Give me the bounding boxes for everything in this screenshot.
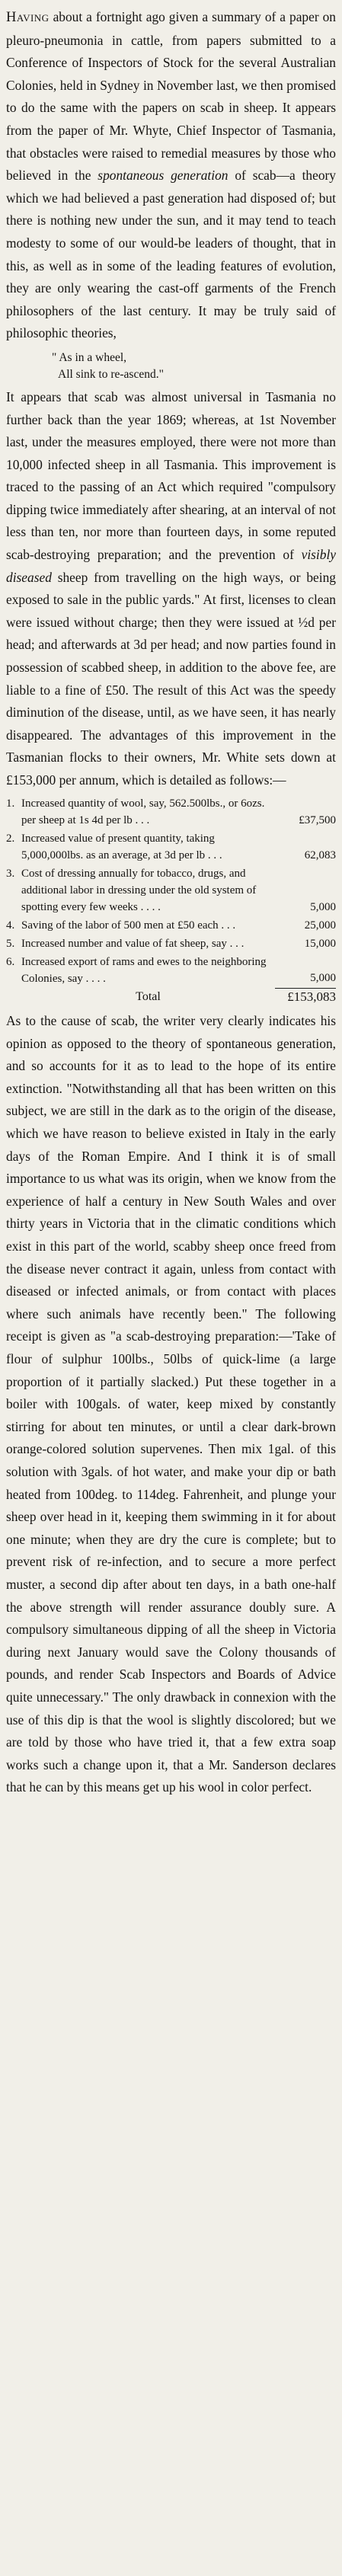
benefits-table-body	[6, 795, 336, 989]
benefit-amount: 25,000	[304, 919, 336, 932]
verse-line-1: " As in a wheel,	[52, 350, 127, 364]
benefit-number: 1.	[6, 797, 15, 810]
benefit-row	[6, 865, 336, 917]
total-amount: £153,083	[275, 989, 336, 1008]
article-body	[6, 6, 336, 1799]
benefit-description: Increased number and value of fat sheep, say . . .	[21, 937, 245, 950]
paragraph-tasmania-tail: sheep from travelling on the high ways, or being exposed to sale in the public yards." At first, licenses to clean were issued without charge; then they were issued at ½d per head; and afterwards at 3d per head; and now parties found in possession of scabbed sheep, in addition to the above fee, are liable to a fine of £50. The result of this Act was the speedy diminution of the disease, until, as we have seen, it has nearly disappeared. The advantages of this improvement in the Tasmanian flocks to their owners, Mr. White sets down at £153,000 per annum, which is detailed as follows:—	[6, 569, 336, 788]
benefit-amount: 5,000	[310, 972, 336, 985]
benefit-row	[6, 917, 336, 935]
verse-line-2: All sink to re-ascend."	[58, 367, 164, 381]
paragraph-intro-tail: of scab—a theory which we had believed a past generation had disposed of; but there is nothing new under the sun, and it may tend to teach modesty to some of our would-be leaders of thought, that in this, as well as in some of the leading features of evolution, they are only wearing the cast-off garments of the French philosophers of the last century. It may be truly said of philosophic theories,	[6, 168, 336, 341]
paragraph-scab-cause: As to the cause of scab, the writer very clearly indicates his opinion as opposed to the theory of spontaneous generation, and so accounts for it as to lead to the hope of its entire extinction. "Notwithstanding all that has been written on this subject, we are still in the dark as to the origin of the disease, which we have reason to believe existed in Italy in the early days of the Roman Empire. And I think it is of small importance to us what was its origin, when we know from the experience of half a century in New South Wales and over thirty years in Victoria that in the climatic conditions which exist in this part of the world, scabby sheep once freed from the disease never contract it again, unless from contact with diseased or infected animals, or from contact with places where such animals have recently been." The following receipt is given as "a scab-destroying preparation:—'Take of flour of sulphur 100lbs., 50lbs of quick-lime (a large proportion of it partially slacked.) Put these together in a boiler with 100gals. of water, keep mixed by constantly stirring for about ten minutes, or until a clear dark-brown orange-colored solution supervenes. Then mix 1gal. of this solution with 3gals. of hot water, and make your dip or bath heated from 100deg. to 114deg. Fahrenheit, and plunge your sheep over head in it, keeping them swimming in it for about one minute; when they are dry the cure is complete; but to prevent risk of re-infection, and to secure a more perfect muster, a second dip after about ten days, in a bath one-half the above strength will render assurance doubly sure. A compulsory simultaneous dipping of all the sheep in Victoria during next January would save the Colony thousands of pounds, and render Scab Inspectors and Boards of Advice quite unnecessary." The only drawback in connexion with the use of this dip is that the wool is slightly discolored; but we are told by those who have tried it, that a few extra soap works such a change upon it, that a Mr. Sanderson declares that he can by this means get up his wool in color perfect.	[6, 1013, 336, 1795]
total-label: Total	[136, 990, 161, 1004]
benefit-row	[6, 795, 336, 830]
benefit-row	[6, 935, 336, 954]
benefit-number: 2.	[6, 832, 15, 845]
benefit-amount: 5,000	[310, 900, 336, 913]
total-row	[6, 989, 336, 1008]
benefit-description: Increased value of present quantity, taking 5,000,000lbs. as an average, at 3d per lb . . .	[21, 832, 222, 861]
benefit-number: 4.	[6, 919, 15, 932]
benefit-amount: 15,000	[304, 937, 336, 950]
paragraph-tasmania	[6, 386, 336, 792]
benefit-amount: £37,500	[299, 813, 336, 826]
benefit-number: 5.	[6, 937, 15, 950]
benefit-number: 3.	[6, 867, 15, 880]
benefits-table	[6, 795, 336, 1008]
verse-quote	[6, 350, 336, 383]
benefit-row	[6, 830, 336, 865]
emphasis-visibly-diseased: visibly diseased	[6, 547, 336, 585]
paragraph-tasmania-text: It appears that scab was almost universal in Tasmania no further back than the year 1869; whereas, at 1st November last, under the measures employed, there were not more than 10,000 infected sheep in all Tasmania. This improvement is traced to the passing of an Act which required "compulsory dipping twice immediately after shearing, at an interval of not less than ten, nor more than fourteen days, in some reputed scab-destroying preparation; and the prevention of	[6, 388, 336, 563]
benefit-description: Cost of dressing annually for tobacco, drugs, and additional labor in dressing under the old system of spotting every few weeks . . . .	[21, 867, 257, 913]
benefit-number: 6.	[6, 955, 15, 968]
paragraph-intro-text: about a fortnight ago given a summary of a paper on pleuro-pneumonia in cattle, from papers submitted to a Conference of Inspectors of Stock for the several Australian Colonies, held in Sydney in November last, we then promised to do the same with the papers on scab in sheep. It appears from the paper of Mr. Whyte, Chief Inspector of Tasmania, that obstacles were raised to remedial measures by those who believed in the	[6, 9, 336, 184]
paragraph-intro	[6, 6, 336, 345]
benefit-amount: 62,083	[304, 849, 336, 861]
benefit-description: Increased quantity of wool, say, 562.500lbs., or 6ozs. per sheep at 1s 4d per lb . . .	[21, 797, 265, 826]
benefit-description: Saving of the labor of 500 men at £50 each . . .	[21, 919, 236, 932]
emphasis-spontaneous-generation: spontaneous generation	[97, 168, 229, 184]
benefit-description: Increased export of rams and ewes to the neighboring Colonies, say . . . .	[21, 955, 267, 985]
benefit-row	[6, 954, 336, 989]
lead-word: Having	[6, 10, 50, 25]
